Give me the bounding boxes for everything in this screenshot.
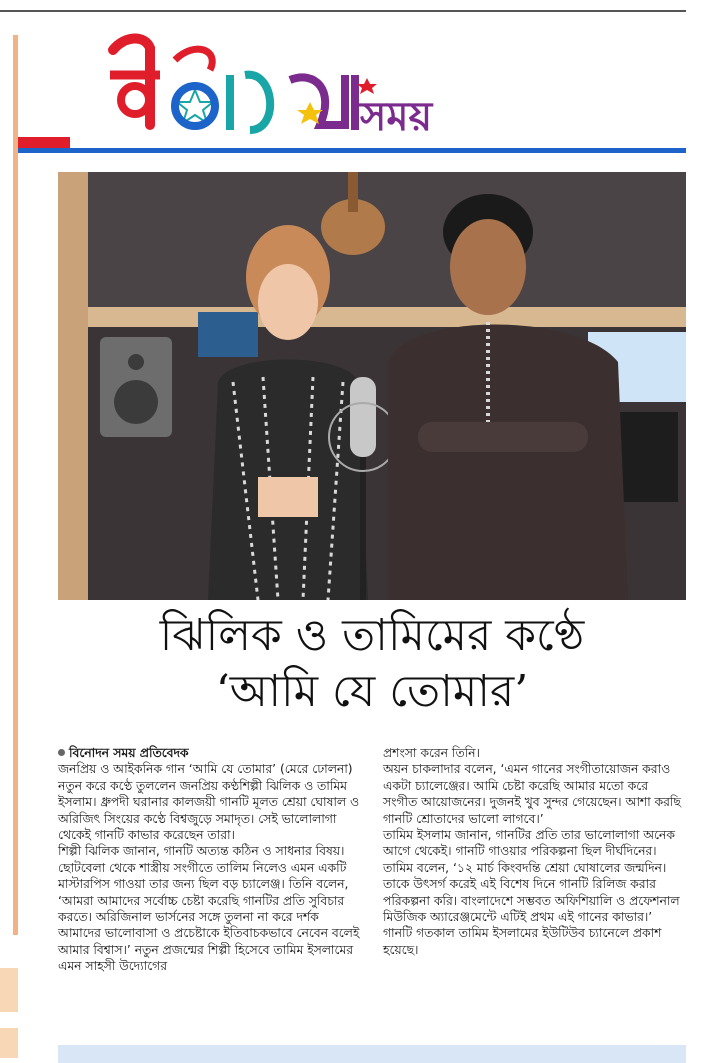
paragraph: অয়ন চাকলাদার বলেন, ‘এমন গানের সংগীতায়োজন করাও একটা চ্যালেঞ্জের। আমি চেষ্টা করেছি আমার মতো করে সংগীত আয়োজনের। দুজনই খুব সুন্দর গেয়েছেন। আশা করছি গানটি শ্রোতাদের ভালো লাগবে।’: [383, 762, 681, 826]
masthead-logo: [105, 30, 475, 145]
paragraph: তামিম ইসলাম জানান, গানটির প্রতি তার ভালোলাগা অনেক আগে থেকেই। গানটি গাওয়ার পরিকল্পনা ছিল দীর্ঘদিনের। তামিম বলেন, ‘১২ মার্চ কিংবদন্তি শ্রেয়া ঘোষালের জন্মদিন। তাকে উৎসর্গ করেই এই বিশেষ দিনে গানটি রিলিজ করার পরিকল্পনা করি। বাংলাদেশে সম্ভবত অফিশিয়ালি ও প্রফেশনাল মিউজিক অ্যারেঞ্জমেন্টে এটিই প্রথম এই গানের কাভার।’: [383, 828, 680, 925]
paragraph: জনপ্রিয় ও আইকনিক গান ‘আমি যে তোমার’ (মেরে ঢোলনা) নতুন করে কণ্ঠে তুললেন জনপ্রিয় কণ্ঠশিল্পী ঝিলিক ও তামিম ইসলাম। ধ্রুপদী ঘরানার কালজয়ী গানটি মূলত শ্রেয়া ঘোষাল ও অরিজিৎ সিংয়ের কণ্ঠে বিশ্বজুড়ে সমাদৃত। সেই ভালোলাগা থেকেই গানটি কাভার করেছেন তারা।: [58, 762, 360, 843]
studio-monitor-speaker: [100, 337, 172, 437]
left-color-swatch: [0, 968, 18, 1012]
masthead-sub: সময়: [360, 94, 433, 140]
article-headline: [58, 608, 686, 720]
article-photo: [58, 172, 686, 600]
article-column-left: [58, 745, 363, 975]
left-color-swatch-lower: [0, 1028, 18, 1058]
paragraph: শিল্পী ঝিলিক জানান, গানটি অত্যন্ত কঠিন ও সাধনার বিষয়। ছোটবেলা থেকে শাস্ত্রীয় সংগীতে তালিম নিলেও এমন একটি মাস্টারপিস গাওয়া তার জন্য ছিল বড় চ্যালেঞ্জ। তিনি বলেন, ‘আমরা আমাদের সর্বোচ্চ চেষ্টা করেছি গানটির প্রতি সুবিচার করতে। অরিজিনাল ভার্সনের সঙ্গে তুলনা না করে দর্শক আমাদের ভালোবাসা ও প্রচেষ্টাকে ইতিবাচকভাবে নেবেন বলেই আমার বিশ্বাস।’ নতুন প্রজন্মের শিল্পী হিসেবে তামিম ইসলামের এমন সাহসী উদ্যোগের: [58, 844, 360, 974]
byline-text: বিনোদন সময় প্রতিবেদক: [69, 746, 189, 760]
left-margin-bar: [13, 35, 18, 935]
article-column-right: [383, 745, 686, 958]
bullet-icon: [58, 749, 65, 756]
paragraph: প্রশংসা করেন তিনি।: [383, 746, 480, 760]
top-rule: [0, 10, 686, 12]
byline: [58, 745, 363, 761]
headline-line-1: ঝিলিক ও তামিমের কণ্ঠে: [159, 610, 585, 661]
masthead-blue-rule: [18, 148, 686, 153]
paragraph: গানটি গতকাল তামিম ইসলামের ইউটিউব চ্যানেলে প্রকাশ হয়েছে।: [383, 926, 662, 957]
bottom-band: [58, 1045, 686, 1063]
headline-line-2: ‘আমি যে তোমার’: [215, 666, 529, 717]
